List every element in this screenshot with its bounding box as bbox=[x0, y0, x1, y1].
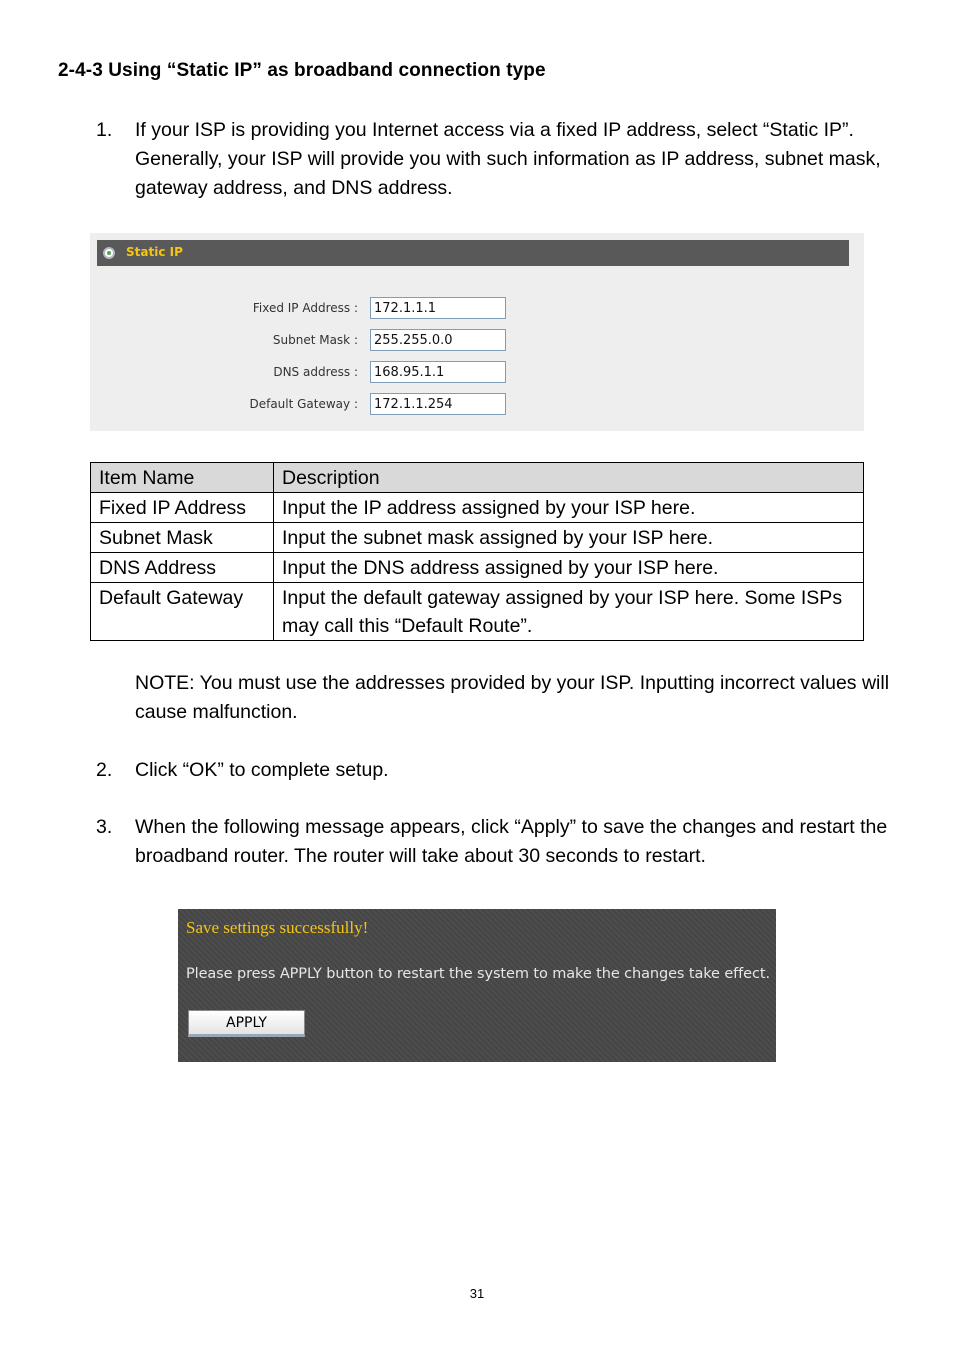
save-success-title: Save settings successfully! bbox=[186, 918, 369, 937]
static-ip-header-bar[interactable] bbox=[97, 240, 849, 266]
page-number: 31 bbox=[469, 1286, 485, 1301]
table-cell-item: DNS Address bbox=[91, 553, 274, 583]
table-row bbox=[91, 523, 864, 553]
default-gateway-label: Default Gateway : bbox=[249, 397, 358, 411]
dns-address-row bbox=[90, 361, 864, 385]
default-gateway-row bbox=[90, 393, 864, 417]
static-ip-panel bbox=[90, 233, 864, 431]
table-row bbox=[91, 493, 864, 523]
table-cell-item: Default Gateway bbox=[91, 583, 274, 641]
fixed-ip-row bbox=[90, 297, 864, 321]
restart-message: Please press APPLY button to restart the system to make the changes take effect. bbox=[186, 966, 770, 982]
subnet-mask-row bbox=[90, 329, 864, 353]
table-cell-description: Input the default gateway assigned by your ISP here. Some ISPs may call this “Default Route”. bbox=[274, 583, 864, 641]
item-description-table bbox=[90, 462, 864, 641]
dns-address-input[interactable] bbox=[370, 361, 506, 383]
default-gateway-input[interactable] bbox=[370, 393, 506, 415]
table-row bbox=[91, 583, 864, 641]
step-number: 1. bbox=[96, 119, 113, 141]
step-text: If your ISP is providing you Internet access via a fixed IP address, select “Static IP”. Generally, your ISP will provide you with such information as IP address, subnet mask, gateway address, and DNS address. bbox=[135, 119, 881, 199]
radio-selected-icon[interactable] bbox=[103, 247, 115, 259]
section-heading: 2-4-3 Using “Static IP” as broadband connection type bbox=[58, 60, 546, 81]
table-row bbox=[91, 553, 864, 583]
step-number: 3. bbox=[96, 816, 113, 838]
dns-address-label: DNS address : bbox=[273, 365, 358, 379]
table-header-row bbox=[91, 463, 864, 493]
step-text: When the following message appears, click “Apply” to save the changes and restart the broadband router. The router will take about 30 seconds to restart. bbox=[135, 816, 888, 867]
step-number: 2. bbox=[96, 759, 113, 781]
table-cell-item: Subnet Mask bbox=[91, 523, 274, 553]
note-text: NOTE: You must use the addresses provided by your ISP. Inputting incorrect values will cause malfunction. bbox=[135, 672, 890, 723]
fixed-ip-label: Fixed IP Address : bbox=[252, 301, 358, 315]
table-cell-item: Fixed IP Address bbox=[91, 493, 274, 523]
fixed-ip-input[interactable] bbox=[370, 297, 506, 319]
step-text: Click “OK” to complete setup. bbox=[135, 759, 389, 781]
subnet-mask-input[interactable] bbox=[370, 329, 506, 351]
table-cell-description: Input the subnet mask assigned by your ISP here. bbox=[274, 523, 864, 553]
subnet-mask-label: Subnet Mask : bbox=[272, 333, 358, 347]
apply-button[interactable]: APPLY bbox=[188, 1010, 305, 1037]
header-description: Description bbox=[274, 463, 864, 493]
save-settings-panel bbox=[178, 909, 776, 1062]
table-cell-description: Input the DNS address assigned by your ISP here. bbox=[274, 553, 864, 583]
header-item-name: Item Name bbox=[91, 463, 274, 493]
table-cell-description: Input the IP address assigned by your ISP here. bbox=[274, 493, 864, 523]
static-ip-title: Static IP bbox=[126, 245, 183, 259]
